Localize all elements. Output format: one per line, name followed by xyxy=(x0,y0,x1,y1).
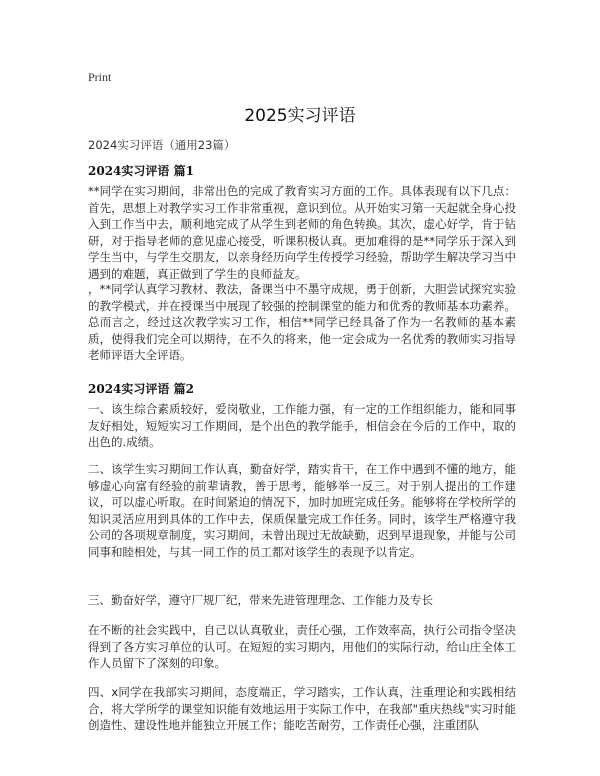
paragraph: ，**同学认真学习教材、教法，备课当中不墨守成规，勇于创新，大胆尝试探究实验的教学模式，并在授课当中展现了较强的控制课堂的能力和优秀的教师基本功素养。总而言之，经过这次教学实习工作，相信**同学已经具备了作为一名教师的基本素质，使得我们完全可以期待，在不久的将来，他一定会成为一名优秀的教师实习指导老师评语大全评语。 xyxy=(88,282,516,363)
paragraph: 一、该生综合素质较好，爱岗敬业，工作能力强，有一定的工作组织能力，能和同事友好相处，短短实习工作期间，是个出色的教学能手，相信会在今后的工作中，取的出色的.成绩。 xyxy=(88,402,516,450)
paragraph: 四、x同学在我部实习期间，态度端正，学习踏实，工作认真，注重理论和实践相结合，将大学所学的课堂知识能有效地运用于实际工作中，在我部"重庆热线"实习时能创造性、建设性地并能独立开展工作；能吃苦耐劳，工作责任心强，注重团队 xyxy=(88,685,516,733)
section-heading-2: 2024实习评语 篇2 xyxy=(88,382,194,396)
section-heading-1: 2024实习评语 篇1 xyxy=(88,164,194,178)
document-title: 2025实习评语 xyxy=(244,106,356,126)
paragraph: 三、勤奋好学，遵守厂规厂纪，带来先进管理理念、工作能力及专长 xyxy=(88,593,433,607)
paragraph: 在不断的社会实践中，自己以认真敬业，责任心强，工作效率高，执行公司指令坚决得到了各方实习单位的认可。在短短的实习期内，用他们的实际行动，给山庄全体工作人员留下了深刻的印象。 xyxy=(88,623,516,671)
paragraph: 二、该学生实习期间工作认真，勤奋好学，踏实肯干，在工作中遇到不懂的地方，能够虚心向富有经验的前辈请教，善于思考，能够举一反三。对于别人提出的工作建议，可以虚心听取。在时间紧迫的情况下，加时加班完成任务。能够将在学校所学的知识灵活应用到具体的工作中去，保质保量完成工作任务。同时，该学生严格遵守我公司的各项规章制度，实习期间，未曾出现过无故缺勤，迟到早退现象，并能与公司同事和睦相处，与其一同工作的员工都对该学生的表现予以肯定。 xyxy=(88,462,516,559)
document-subtitle: 2024实习评语（通用23篇） xyxy=(88,138,236,152)
print-link[interactable]: Print xyxy=(88,70,112,84)
paragraph: **同学在实习期间，非常出色的完成了教育实习方面的工作。具体表现有以下几点：首先，思想上对教学实习工作非常重视，意识到位。从开始实习第一天起就全身心投入到工作当中去，顺利地完成了从学生到老师的角色转换。其次，虚心好学，肯于钻研，对于指导老师的意见虚心接受，听课积极认真。更加难得的是**同学乐于深入到学生当中，与学生交朋友，以亲身经历向学生传授学习经验，帮助学生解决学习当中遇到的难题，真正做到了学生的良师益友。 xyxy=(88,184,516,281)
